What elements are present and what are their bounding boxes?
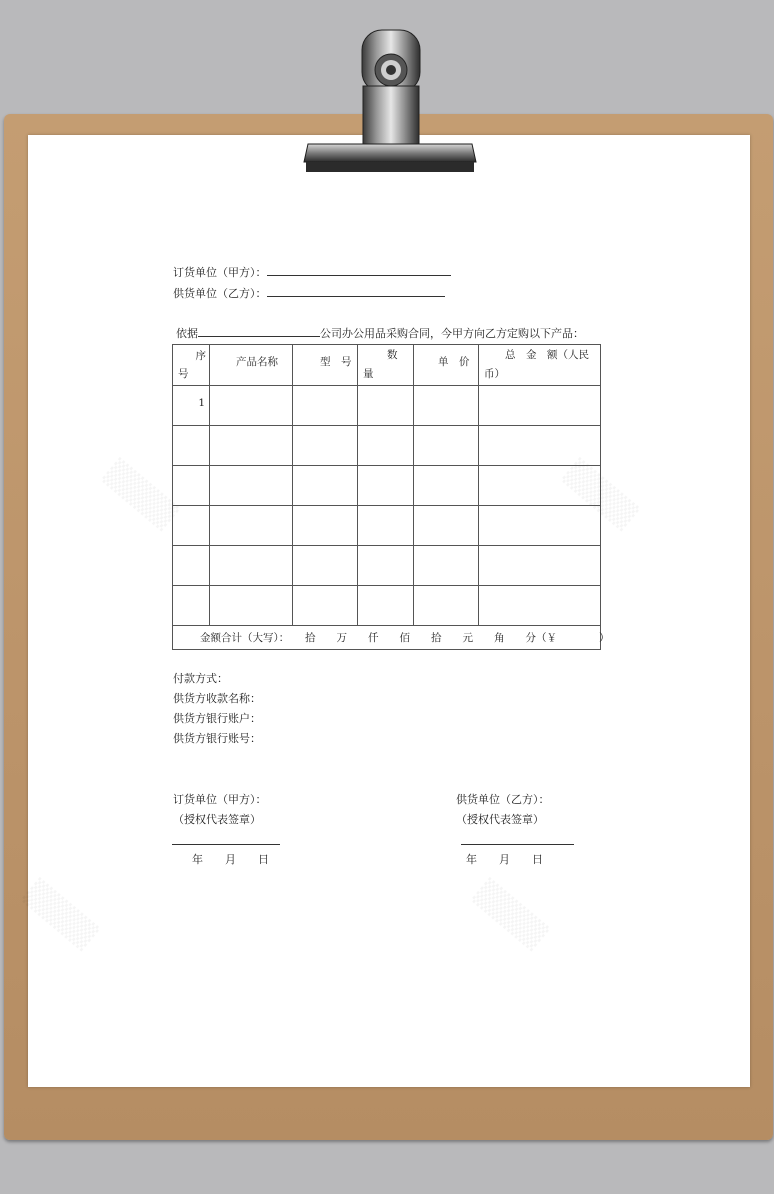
header-price: [414, 345, 479, 386]
table-cell[interactable]: [414, 386, 479, 426]
payment-method: 付款方式：: [173, 672, 228, 685]
table-cell[interactable]: [358, 466, 414, 506]
header-price-label: 单 价: [438, 356, 470, 368]
intro-suffix: 公司办公用品采购合同，今甲方向乙方定购以下产品：: [320, 327, 584, 340]
buyer-line: [173, 264, 451, 280]
table-cell[interactable]: [293, 546, 358, 586]
header-model-label: 型 号: [320, 356, 352, 368]
total-row-text: 金额合计（大写）： 拾 万 仟 佰 拾 元 角 分（￥ ）: [200, 632, 610, 644]
table-cell[interactable]: [414, 546, 479, 586]
table-cell[interactable]: [479, 386, 601, 426]
table-cell[interactable]: [173, 506, 210, 546]
row-seq-value: 1: [198, 397, 205, 409]
intro-line: [176, 325, 584, 341]
supplier-label: 供货单位（乙方）：: [173, 287, 267, 300]
table-cell[interactable]: [358, 506, 414, 546]
total-row: [173, 626, 601, 650]
table-cell[interactable]: [293, 586, 358, 626]
table-cell[interactable]: [210, 426, 293, 466]
bank-account: 供货方银行账户：: [173, 712, 261, 725]
table-header-row: [173, 345, 601, 386]
table-row: [173, 466, 601, 506]
table-cell[interactable]: [358, 586, 414, 626]
binder-clip-icon: [300, 26, 480, 178]
header-name-label: 产品名称: [236, 356, 278, 368]
sign-right-date: 年 月 日: [466, 853, 543, 866]
table-cell[interactable]: [173, 466, 210, 506]
table-cell[interactable]: [210, 506, 293, 546]
table-row: [173, 586, 601, 626]
table-cell[interactable]: [414, 426, 479, 466]
supplier-line: [173, 285, 445, 301]
table-cell[interactable]: [414, 506, 479, 546]
order-table: [172, 344, 610, 650]
header-seq-bottom: 号: [178, 368, 189, 380]
header-qty: [358, 345, 414, 386]
table-cell[interactable]: [479, 506, 601, 546]
table-row: [173, 546, 601, 586]
intro-prefix: 依据: [176, 327, 198, 340]
table-cell[interactable]: [479, 586, 601, 626]
contract-blank: [198, 325, 320, 337]
table-cell[interactable]: [358, 426, 414, 466]
buyer-blank: [267, 264, 451, 276]
header-total-top: 总 金 额（人民: [505, 349, 589, 361]
table-cell[interactable]: [210, 586, 293, 626]
table-cell[interactable]: [293, 426, 358, 466]
table-cell[interactable]: [210, 386, 293, 426]
table-row: [173, 506, 601, 546]
sign-right-line: [461, 844, 574, 845]
table-cell[interactable]: [173, 546, 210, 586]
header-seq-top: 序: [195, 350, 206, 362]
header-seq: [173, 345, 210, 386]
payee-name: 供货方收款名称：: [173, 692, 261, 705]
table-cell[interactable]: [358, 546, 414, 586]
table-cell[interactable]: [479, 546, 601, 586]
table-row: [173, 426, 601, 466]
total-cell[interactable]: [173, 626, 610, 650]
header-total: [479, 345, 601, 386]
sign-left-line: [172, 844, 280, 845]
table-cell[interactable]: [414, 466, 479, 506]
sign-left-rep: （授权代表签章）: [173, 813, 261, 826]
sign-right-unit: 供货单位（乙方）：: [456, 793, 550, 806]
table-cell[interactable]: [479, 426, 601, 466]
sign-left-unit: 订货单位（甲方）：: [173, 793, 267, 806]
table-cell[interactable]: [173, 586, 210, 626]
sign-right-rep: （授权代表签章）: [456, 813, 544, 826]
table-cell[interactable]: [293, 506, 358, 546]
sign-left-date: 年 月 日: [192, 853, 269, 866]
table-cell[interactable]: [210, 546, 293, 586]
table-cell[interactable]: [293, 466, 358, 506]
bank-number: 供货方银行账号：: [173, 732, 261, 745]
supplier-blank: [267, 285, 445, 297]
table-cell[interactable]: [479, 466, 601, 506]
header-name: [210, 345, 293, 386]
table-cell[interactable]: [358, 386, 414, 426]
header-qty-bottom: 量: [363, 368, 374, 380]
buyer-label: 订货单位（甲方）：: [173, 266, 267, 279]
row-seq: [173, 386, 210, 426]
header-model: [293, 345, 358, 386]
table-row: [173, 386, 601, 426]
header-qty-top: 数: [387, 349, 398, 361]
table-cell[interactable]: [173, 426, 210, 466]
table-cell[interactable]: [210, 466, 293, 506]
header-total-bottom: 币）: [484, 368, 505, 380]
table-cell[interactable]: [293, 386, 358, 426]
table-cell[interactable]: [414, 586, 479, 626]
